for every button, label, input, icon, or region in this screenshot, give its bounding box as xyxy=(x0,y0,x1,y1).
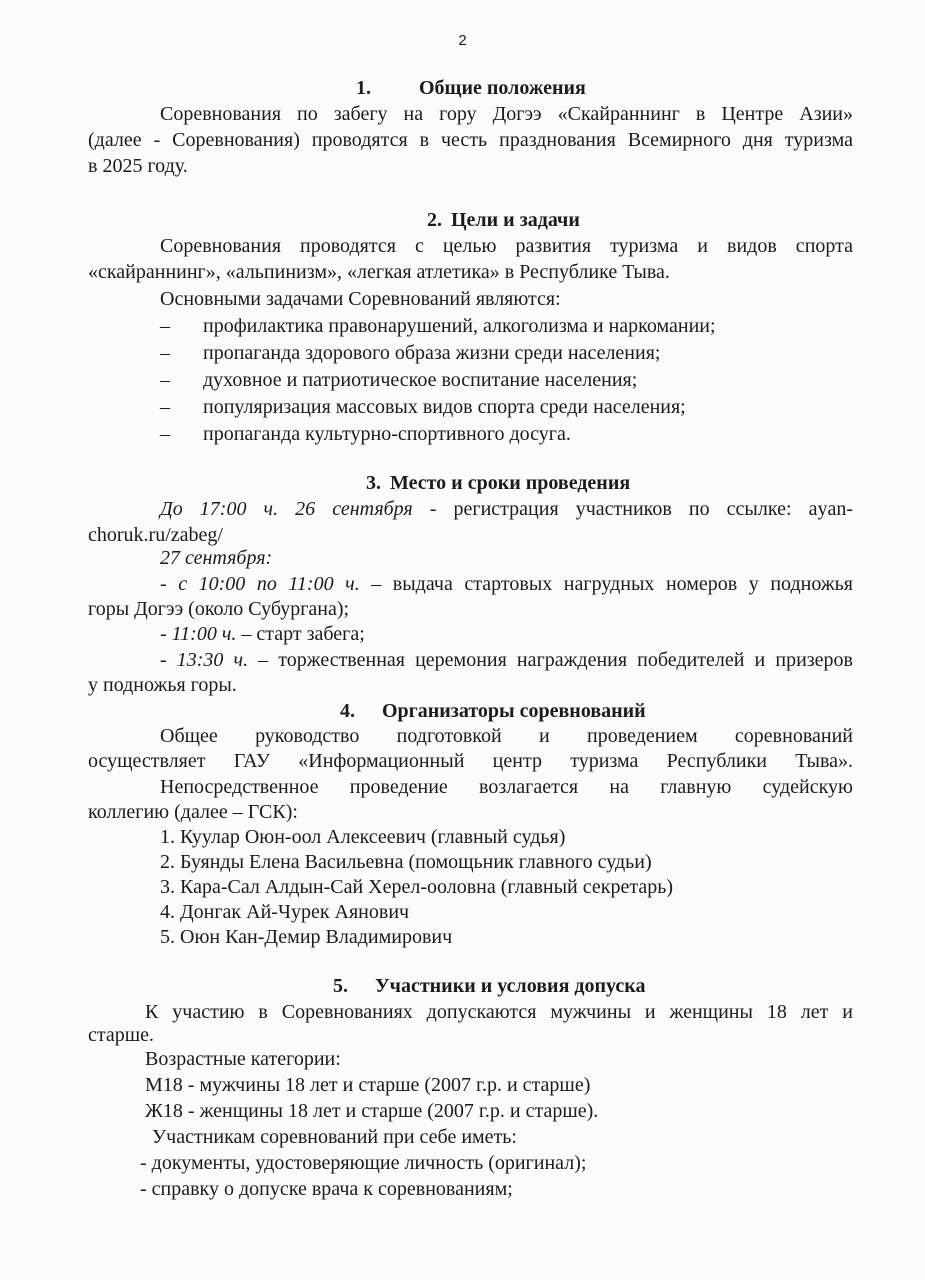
schedule-text-2: – старт забега; xyxy=(236,623,365,645)
bullet-dash: – xyxy=(160,315,170,337)
section-1-number: 1. xyxy=(356,77,371,99)
bring-item: - документы, удостоверяющие личность (оригинал); xyxy=(140,1152,587,1174)
task-item: профилактика правонарушений, алкоголизма и наркомании; xyxy=(203,315,716,337)
task-item: пропаганда здорового образа жизни среди населения; xyxy=(203,342,661,364)
section-2-title: Цели и задачи xyxy=(451,209,580,231)
schedule-item-2 xyxy=(160,621,365,647)
section-2-heading xyxy=(427,207,580,233)
paragraph-line: коллегию (далее – ГСК): xyxy=(88,801,298,823)
registration-link: choruk.ru/zabeg/ xyxy=(88,524,223,546)
section-5-title: Участники и условия допуска xyxy=(375,975,646,997)
bring-title: Участникам соревнований при себе иметь: xyxy=(152,1126,517,1148)
registration-text: - регистрация участников по ссылке: ayan- xyxy=(412,498,853,520)
section-1-title: Общие положения xyxy=(419,77,586,99)
task-item: популяризация массовых видов спорта среди населения; xyxy=(203,396,686,418)
schedule-text-3: – торжественная церемония награждения победителей и призеров xyxy=(248,649,853,671)
schedule-item-3 xyxy=(160,647,853,673)
age-categories-title: Возрастные категории: xyxy=(145,1048,341,1070)
paragraph-line: в 2025 году. xyxy=(88,155,188,177)
schedule-item-1 xyxy=(160,571,853,597)
section-4-number: 4. xyxy=(340,700,355,722)
schedule-time-2: - 11:00 ч. xyxy=(160,623,237,645)
paragraph-line: К участию в Соревнованиях допускаются мужчины и женщины 18 лет и xyxy=(145,1001,853,1023)
section-5-number: 5. xyxy=(333,975,348,997)
registration-line xyxy=(160,496,853,522)
bullet-dash: – xyxy=(160,396,170,418)
judge-item: 2. Буянды Елена Васильевна (помощьник главного судьи) xyxy=(160,851,652,873)
task-item: пропаганда культурно-спортивного досуга. xyxy=(203,423,571,445)
bullet-dash: – xyxy=(160,342,170,364)
age-category: Ж18 - женщины 18 лет и старше (2007 г.р. и старше). xyxy=(145,1100,599,1122)
registration-deadline: До 17:00 ч. 26 сентября xyxy=(160,498,413,520)
paragraph-line: Соревнования проводятся с целью развития туризма и видов спорта xyxy=(160,235,853,257)
judge-item: 1. Куулар Оюн-оол Алексеевич (главный судья) xyxy=(160,826,566,848)
schedule-item-3-cont: у подножья горы. xyxy=(88,674,237,696)
paragraph-line: (далее - Соревнования) проводятся в честь празднования Всемирного дня туризма xyxy=(88,129,853,151)
section-2-number: 2. xyxy=(427,209,442,231)
age-category: М18 - мужчины 18 лет и старше (2007 г.р. и старше) xyxy=(145,1074,591,1096)
schedule-time-1: - с 10:00 по 11:00 ч. xyxy=(160,573,360,595)
schedule-time-3: - 13:30 ч. xyxy=(160,649,249,671)
section-3-number: 3. xyxy=(366,472,381,494)
judge-item: 3. Кара-Сал Алдын-Сай Херел-ооловна (главный секретарь) xyxy=(160,876,673,898)
section-4-heading xyxy=(340,698,646,724)
schedule-item-1-cont: горы Догээ (около Субургана); xyxy=(88,598,350,620)
section-3-title: Место и сроки проведения xyxy=(390,472,631,494)
paragraph-line: осуществляет ГАУ «Информационный центр туризма Республики Тыва». xyxy=(88,750,853,772)
paragraph-line: Непосредственное проведение возлагается на главную судейскую xyxy=(160,776,853,798)
task-item: духовное и патриотическое воспитание населения; xyxy=(203,369,638,391)
paragraph-line: «скайраннинг», «альпинизм», «легкая атлетика» в Республике Тыва. xyxy=(88,261,670,283)
judge-item: 4. Донгак Ай-Чурек Аянович xyxy=(160,901,410,923)
paragraph-line: Соревнования по забегу на гору Догээ «Скайраннинг в Центре Азии» xyxy=(160,103,853,125)
tasks-intro: Основными задачами Соревнований являются: xyxy=(160,288,561,310)
section-3-heading xyxy=(366,470,630,496)
paragraph-line: старше. xyxy=(88,1024,155,1046)
page-number: 2 xyxy=(458,32,467,49)
schedule-text-1: – выдача стартовых нагрудных номеров у подножья xyxy=(359,573,853,595)
judge-item: 5. Оюн Кан-Демир Владимирович xyxy=(160,926,453,948)
section-4-title: Организаторы соревнований xyxy=(382,700,646,722)
paragraph-line: Общее руководство подготовкой и проведением соревнований xyxy=(160,725,853,747)
event-date: 27 сентября: xyxy=(160,547,273,569)
section-5-heading xyxy=(333,973,646,999)
bring-item: - справку о допуске врача к соревнованиям; xyxy=(140,1178,513,1200)
bullet-dash: – xyxy=(160,369,170,391)
bullet-dash: – xyxy=(160,423,170,445)
section-1-heading xyxy=(356,75,586,101)
